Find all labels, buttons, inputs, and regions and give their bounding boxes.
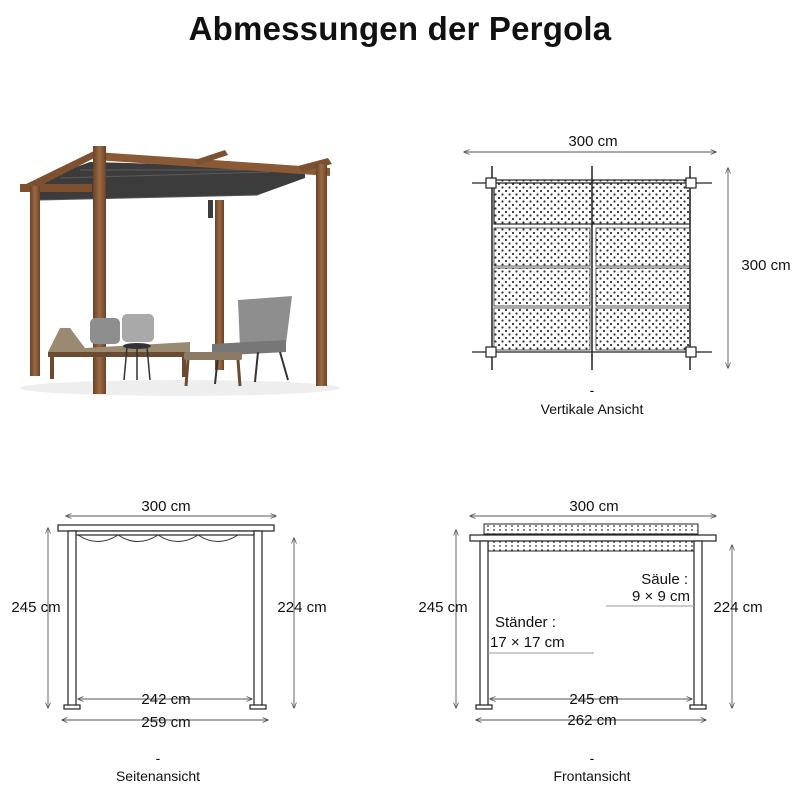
side-inner-width-label: 242 cm xyxy=(141,691,191,708)
front-view xyxy=(418,498,762,784)
side-caption: Seitenansicht xyxy=(115,768,201,784)
side-right-height-label: 224 cm xyxy=(277,599,327,616)
front-top-label: 300 cm xyxy=(569,498,619,515)
side-dash: - xyxy=(155,750,161,766)
side-view xyxy=(11,498,326,784)
column-size: 9 × 9 cm xyxy=(632,588,690,605)
vertical-dash: - xyxy=(589,382,595,398)
vertical-width-label: 300 cm xyxy=(568,133,618,150)
vertical-view xyxy=(464,133,791,417)
vertical-depth-label: 300 cm xyxy=(741,257,791,274)
pergola-illustration xyxy=(20,146,340,396)
column-title: Säule : xyxy=(641,571,688,588)
front-caption: Frontansicht xyxy=(553,768,631,784)
vertical-caption: Vertikale Ansicht xyxy=(540,401,644,417)
page-title: Abmessungen der Pergola xyxy=(188,10,612,47)
side-outer-width-label: 259 cm xyxy=(141,714,191,731)
front-outer-width-label: 262 cm xyxy=(567,712,617,729)
front-dash: - xyxy=(589,750,595,766)
front-inner-width-label: 245 cm xyxy=(569,691,619,708)
post-title: Ständer : xyxy=(495,614,556,631)
front-left-height-label: 245 cm xyxy=(418,599,468,616)
side-left-height-label: 245 cm xyxy=(11,599,61,616)
post-size: 17 × 17 cm xyxy=(490,634,565,651)
front-right-height-label: 224 cm xyxy=(713,599,763,616)
side-top-label: 300 cm xyxy=(141,498,191,515)
